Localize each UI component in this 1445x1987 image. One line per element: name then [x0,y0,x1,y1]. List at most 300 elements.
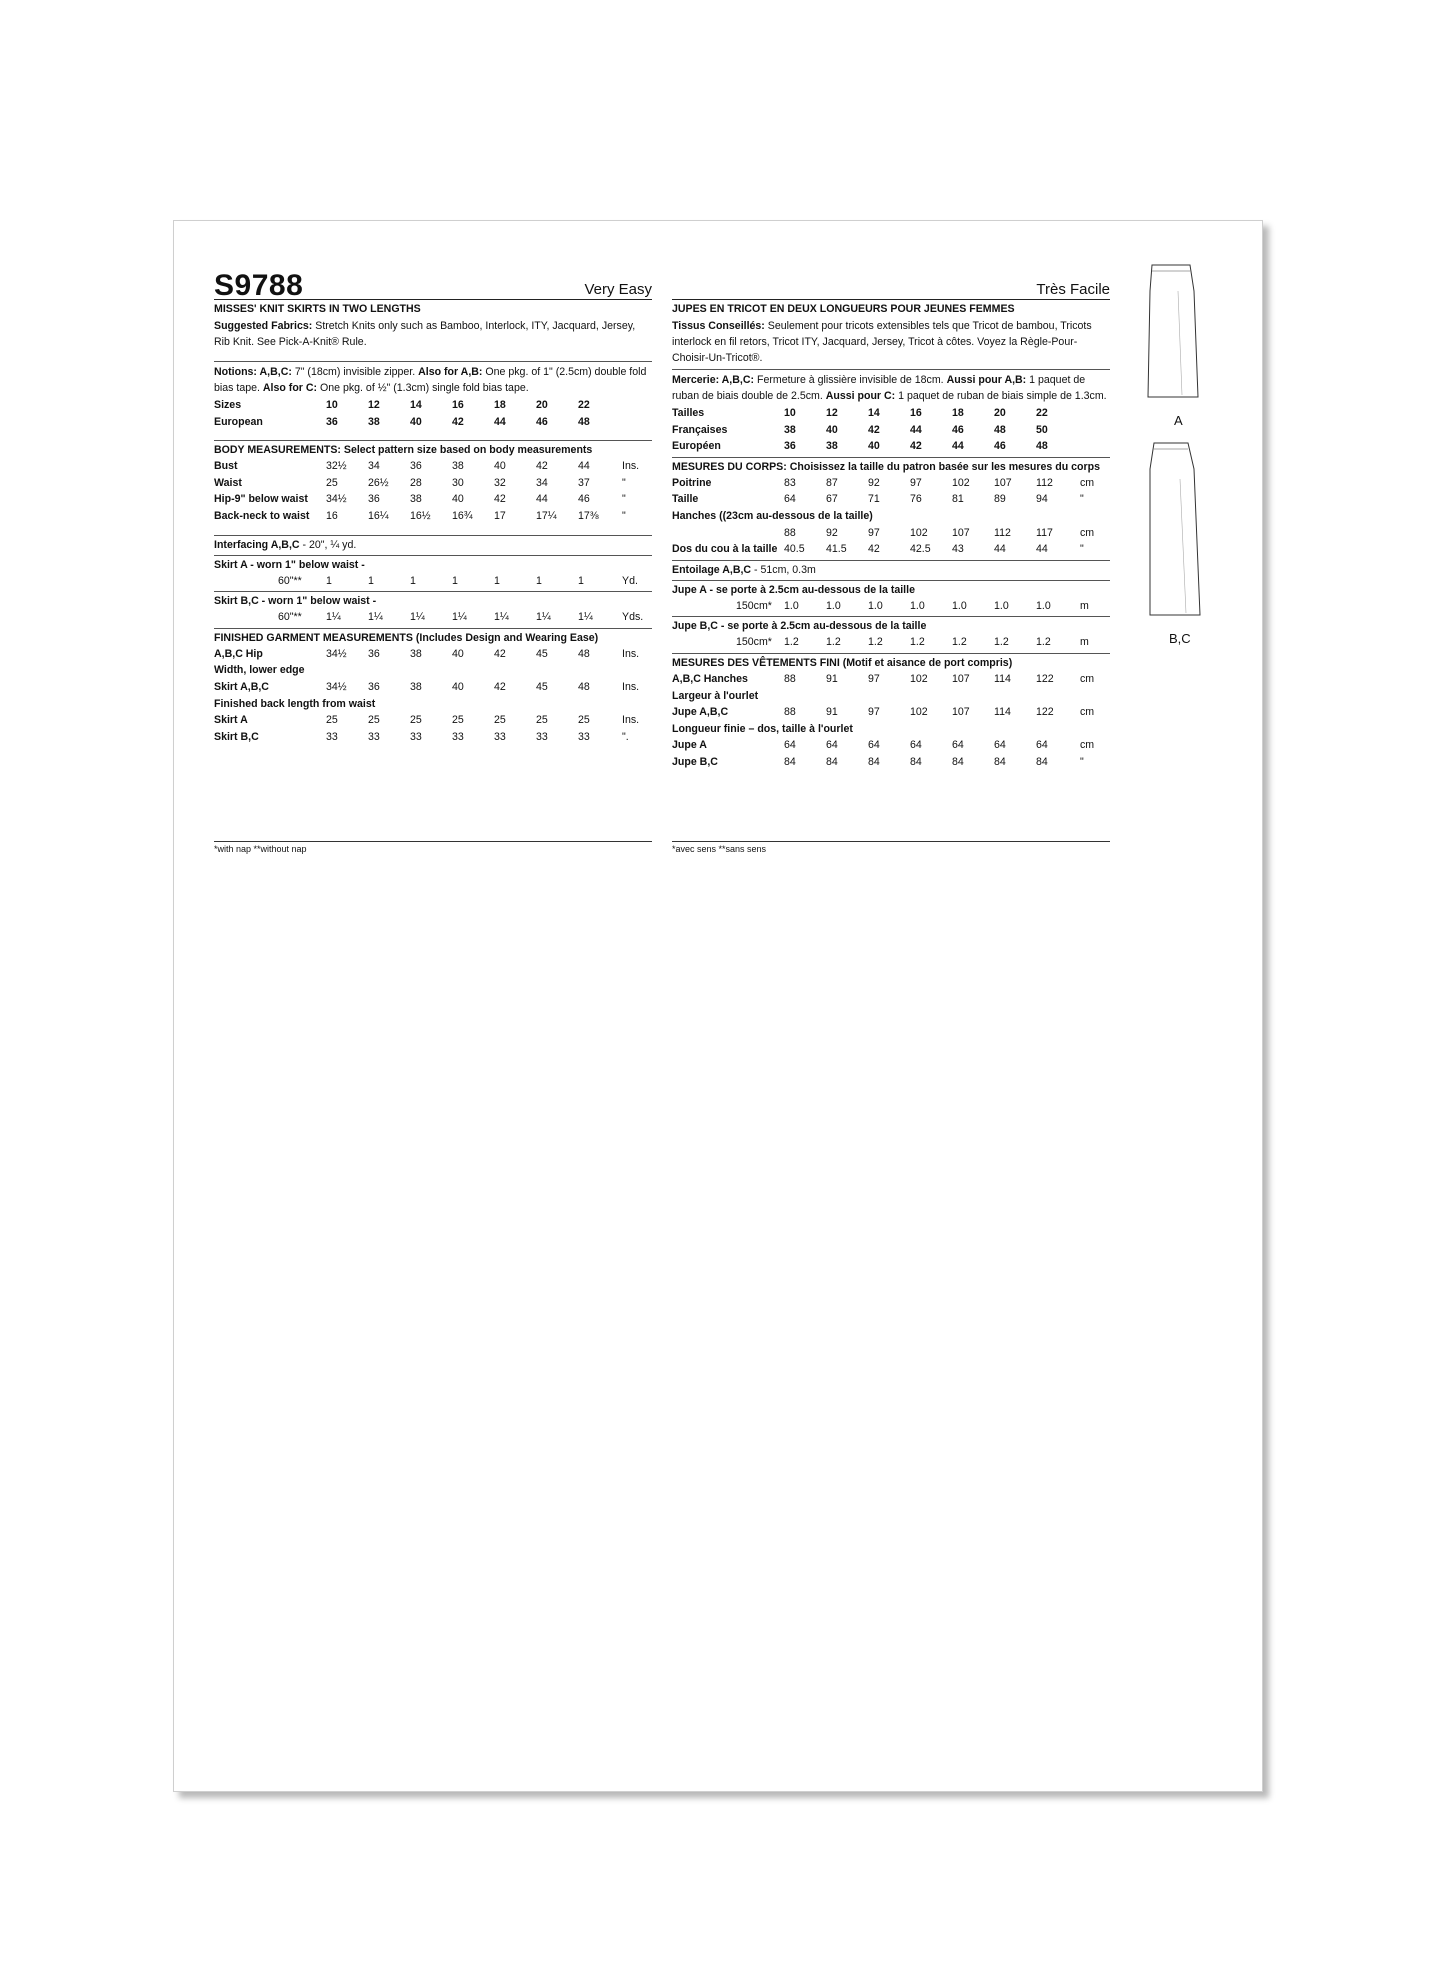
cell-value: 33 [326,730,338,743]
cell-value: 42.5 [910,543,931,556]
cell-value: 12 [368,399,380,411]
cell-value: 38 [368,415,380,428]
skirt-a-yardage-fr [672,581,1110,618]
cell-value: 34½ [326,680,347,693]
cell-value: 45 [536,680,548,693]
cell-value: 1 [536,574,542,587]
row-label: Skirt B,C [214,730,259,743]
cell-value: 1.2 [868,636,883,649]
yardage-heading: Jupe A - se porte à 2.5cm au-dessous de la taille [672,583,915,596]
cell-value: 107 [952,672,970,685]
cell-value: 81 [952,493,964,506]
cell-value: 83 [784,476,796,489]
cell-value: 20 [994,407,1006,419]
cell-value: 1.0 [952,599,967,612]
cell-value: 102 [910,672,928,685]
cell-value: 18 [952,407,964,419]
cell-value: 1¼ [452,611,467,624]
row-label: Skirt A [214,714,248,727]
cell-value: 10 [784,407,796,419]
cell-value: 1¼ [410,611,425,624]
cell-value: 44 [910,423,922,436]
cell-value: 42 [494,680,506,693]
notions-text: 1 paquet de ruban de biais double de 2.5cm. [672,374,1086,402]
cell-value: 42 [868,543,880,556]
unit-label: Ins. [622,647,640,660]
table-row [214,414,652,431]
cell-value: 102 [910,526,928,539]
cell-value: 64 [952,739,964,752]
table-row [214,491,652,508]
skirt-bc-yardage-fr [672,617,1110,654]
fabrics-label-fr: Tissus Conseillés: [672,320,765,332]
unit-label: cm [1080,476,1095,489]
row-label: Jupe A,B,C [672,706,729,719]
cell-value: 48 [1036,440,1048,453]
cell-value: 97 [910,476,922,489]
row-label: Poitrine [672,476,712,489]
finished-measurements-table [214,646,652,746]
cell-value: 17¼ [536,509,557,522]
body-measurements-heading: BODY MEASUREMENTS: Select pattern size based on body measurements [214,444,593,457]
cell-value: 76 [910,493,922,506]
table-row [214,679,652,696]
row-label: Skirt A,B,C [214,680,269,693]
cell-value: 84 [994,755,1006,768]
unit-label: cm [1080,706,1095,719]
view-bc-label: B,C [1169,631,1191,646]
row-label: Jupe B,C [672,755,718,768]
cell-value: 1.2 [910,636,925,649]
row-label: Bust [214,460,238,473]
cell-value: 46 [536,415,548,428]
suggested-fabrics [214,318,652,350]
cell-value: 33 [410,730,422,743]
finished-measurements-heading-fr: MESURES DES VÊTEMENTS FINI (Motif et aisance de port compris) [672,656,1013,669]
table-row [214,662,652,679]
cell-value: 1 [410,574,416,587]
table-row [214,712,652,729]
cell-value: 97 [868,526,880,539]
interfacing-label: Interfacing A,B,C [214,538,300,551]
cell-value: 67 [826,493,838,506]
cell-value: 107 [994,476,1012,489]
cell-value: 20 [536,399,548,411]
cell-value: 36 [368,647,380,660]
cell-value: 92 [868,476,880,489]
cell-value: 33 [536,730,548,743]
interfacing-text: - 20", ¼ yd. [299,538,357,551]
cell-value: 114 [994,706,1011,719]
cell-value: 88 [784,526,796,539]
notions-label: Mercerie: A,B,C: [672,374,755,386]
cell-value: 84 [910,755,922,768]
cell-value: 25 [578,714,590,727]
interfacing-label-fr: Entoilage A,B,C [672,563,752,576]
notions-sizes-section [214,362,652,441]
pattern-title-fr: JUPES EN TRICOT EN DEUX LONGUEURS POUR JEUNES FEMMES [672,303,1015,315]
notions-sizes-section-fr [672,370,1110,458]
unit-label: cm [1080,739,1095,752]
yardage-row [214,609,652,626]
cell-value: 43 [952,543,964,556]
cell-value: 102 [910,706,928,719]
body-measurements-table-fr [672,475,1110,558]
cell-value: 1.2 [784,636,799,649]
row-label: Européen [672,440,721,453]
cell-value: 107 [952,706,970,719]
row-label: Width, lower edge [214,664,305,677]
cell-value: 38 [410,647,422,660]
cell-value: 37 [578,476,590,489]
cell-value: 1 [452,574,458,587]
cell-value: 87 [826,476,838,489]
cell-value: 10 [326,399,338,411]
cell-value: 64 [1036,739,1048,752]
row-label: Hanches ((23cm au-dessous de la taille) [672,509,873,522]
yardage-row [214,573,652,590]
cell-value: 40 [452,647,464,660]
unit-label: cm [1080,672,1095,685]
cell-value: 33 [494,730,506,743]
cell-value: 122 [1036,672,1054,685]
cell-value: 1¼ [368,611,383,624]
cell-value: 48 [578,680,590,693]
row-label: Longueur finie – dos, taille à l'ourlet [672,722,853,735]
pattern-envelope-sheet [173,220,1263,1792]
cell-value: 40 [452,680,464,693]
cell-value: 40 [494,460,506,473]
cell-value: 1.0 [868,599,883,612]
row-label: Sizes [214,399,242,411]
footnote: *with nap **without nap [214,841,652,854]
cell-value: 16 [326,509,338,522]
finished-measurements-section-fr [672,654,1110,773]
body-measurements-section [214,441,652,535]
english-header [214,261,652,300]
table-row [214,397,652,414]
body-measurements-section-fr [672,458,1110,561]
cell-value: 34 [536,476,548,489]
cell-value: 1¼ [536,611,551,624]
interfacing-section [214,536,652,556]
cell-value: 48 [578,415,590,428]
cell-value: 114 [994,672,1011,685]
pattern-title: MISSES' KNIT SKIRTS IN TWO LENGTHS [214,303,421,315]
cell-value: 25 [452,714,464,727]
cell-value: 1 [578,574,584,587]
row-label: A,B,C Hip [214,647,263,660]
unit-label: cm [1080,526,1095,539]
cell-value: 1¼ [326,611,341,624]
unit-label: Yd. [622,574,638,587]
cell-value: 44 [536,493,548,506]
cell-value: 84 [1036,755,1048,768]
view-a-label: A [1174,413,1183,428]
table-row [672,525,1110,542]
table-row [214,729,652,746]
table-row [672,541,1110,558]
cell-value: 44 [952,440,964,453]
cell-value: 1 [494,574,500,587]
row-label: Tailles [672,407,705,419]
cell-value: 25 [368,714,380,727]
cell-value: 122 [1036,706,1054,719]
french-column [672,261,1110,773]
title-fabrics-section [214,300,652,362]
cell-value: 1.0 [826,599,841,612]
row-label: Back-neck to waist [214,509,310,522]
cell-value: 25 [326,476,338,489]
table-row [672,405,1110,422]
cell-value: 84 [826,755,838,768]
cell-value: 25 [536,714,548,727]
finished-measurements-section [214,629,652,748]
cell-value: 26½ [368,476,389,489]
cell-value: 38 [784,423,796,436]
row-label: European [214,415,263,428]
cell-value: 44 [1036,543,1048,556]
cell-value: 32½ [326,460,347,473]
cell-value: 36 [368,680,380,693]
table-row [672,754,1110,771]
cell-value: 1.0 [994,599,1009,612]
table-row [672,704,1110,721]
cell-value: 34 [368,460,380,473]
cell-value: 102 [952,476,970,489]
cell-value: 30 [452,476,464,489]
unit-label: m [1080,636,1089,649]
cell-value: 84 [952,755,964,768]
unit-label: Yds. [622,611,644,624]
unit-label: Ins. [622,460,640,473]
cell-value: 1.2 [1036,636,1051,649]
cell-value: 42 [494,647,506,660]
skirt-a-yardage [214,556,652,593]
table-row [214,646,652,663]
unit-label: " [622,476,626,489]
cell-value: 44 [578,460,590,473]
row-label: Hip-9" below waist [214,493,308,506]
cell-value: 1.2 [952,636,967,649]
unit-label: " [1080,493,1084,506]
cell-value: 14 [410,399,422,411]
notions-label: Aussi pour C: [825,390,896,402]
cell-value: 64 [910,739,922,752]
unit-label: m [1080,599,1089,612]
table-row [672,491,1110,508]
row-label: Taille [672,493,699,506]
body-measurements-heading-fr: MESURES DU CORPS: Choisissez la taille du patron basée sur les mesures du corps [672,460,1100,473]
difficulty-label-fr: Très Facile [1036,281,1110,298]
yardage-heading: Skirt B,C - worn 1" below waist - [214,595,377,608]
cell-value: 33 [452,730,464,743]
table-row [214,696,652,713]
cell-value: 14 [868,407,880,419]
row-label: Finished back length from waist [214,697,376,710]
cell-value: 36 [410,460,422,473]
table-row [672,422,1110,439]
table-row [672,438,1110,455]
cell-value: 34½ [326,647,347,660]
suggested-fabrics-fr [672,318,1110,366]
cell-value: 1 [368,574,374,587]
cell-value: 18 [494,399,506,411]
fabrics-text: Stretch Knits only such as Bamboo, Interlock, ITY, Jacquard, Jersey, Rib Knit. See Pick-A-Knit® Rule. [214,320,636,348]
cell-value: 64 [784,493,796,506]
table-row [214,475,652,492]
cell-value: 64 [784,739,796,752]
cell-value: 22 [1036,407,1048,419]
fabric-width: 60"** [278,611,302,624]
notions-label: Notions: A,B,C: [214,366,292,378]
table-row [672,671,1110,688]
cell-value: 97 [868,672,880,685]
cell-value: 88 [784,672,796,685]
cell-value: 36 [784,440,796,453]
cell-value: 46 [578,493,590,506]
cell-value: 40 [410,415,422,428]
cell-value: 64 [826,739,838,752]
interfacing-text-fr: - 51cm, 0.3m [751,563,816,576]
cell-value: 17⅜ [578,509,599,522]
title-fabrics-section-fr [672,300,1110,370]
skirt-a-drawing [1142,261,1214,411]
notions-label: Also for A,B: [418,366,483,378]
french-header [672,261,1110,300]
cell-value: 117 [1036,526,1053,539]
unit-label: ". [622,730,629,743]
cell-value: 36 [326,415,338,428]
cell-value: 40 [868,440,880,453]
cell-value: 22 [578,399,590,411]
table-row [672,688,1110,705]
notions-text: 1 paquet de ruban de biais simple de 1.3cm. [895,390,1107,402]
unit-label: " [622,509,626,522]
row-label: A,B,C Hanches [672,672,748,685]
cell-value: 25 [326,714,338,727]
cell-value: 48 [578,647,590,660]
notions [214,364,652,396]
cell-value: 112 [994,526,1011,539]
cell-value: 44 [494,415,506,428]
cell-value: 38 [826,440,838,453]
unit-label: " [1080,543,1084,556]
interfacing [214,537,652,553]
cell-value: 97 [868,706,880,719]
finished-measurements-heading: FINISHED GARMENT MEASUREMENTS (Includes Design and Wearing Ease) [214,631,599,644]
row-label: Largeur à l'ourlet [672,689,759,702]
cell-value: 88 [784,706,796,719]
yardage-row [672,634,1110,651]
cell-value: 33 [578,730,590,743]
cell-value: 38 [410,493,422,506]
cell-value: 107 [952,526,970,539]
cell-value: 40.5 [784,543,805,556]
notions-label: Also for C: [262,382,318,394]
cell-value: 64 [868,739,880,752]
cell-value: 1.0 [784,599,799,612]
skirt-bc-drawing [1142,439,1214,629]
difficulty-label: Very Easy [584,281,652,298]
row-label: Dos du cou à la taille [672,543,778,556]
cell-value: 36 [368,493,380,506]
notions-text: One pkg. of ½" (1.3cm) single fold bias tape. [317,382,529,394]
skirt-bc-yardage [214,592,652,629]
table-row [672,721,1110,738]
cell-value: 38 [410,680,422,693]
cell-value: 84 [784,755,796,768]
cell-value: 16½ [410,509,431,522]
cell-value: 112 [1036,476,1053,489]
notions-label: Aussi pour A,B: [946,374,1027,386]
cell-value: 50 [1036,423,1048,436]
fabrics-text-fr: Seulement pour tricots extensibles tels que Tricot de bambou, Tricots interlock en fil retors, Tricot ITY, Jacquard, Jersey, Tricot à côtes. Voyez la Règle-Pour-Choisir-Un-Tricot®. [672,320,1092,364]
cell-value: 46 [952,423,964,436]
cell-value: 44 [994,543,1006,556]
cell-value: 1.2 [994,636,1009,649]
cell-value: 38 [452,460,464,473]
cell-value: 42 [536,460,548,473]
yardage-heading: Jupe B,C - se porte à 2.5cm au-dessous de la taille [672,620,927,633]
fabric-width: 60"** [278,574,302,587]
interfacing-section-fr [672,561,1110,581]
row-label: Jupe A [672,739,707,752]
table-row [672,508,1110,525]
fabric-width: 150cm* [736,599,772,612]
cell-value: 46 [994,440,1006,453]
finished-measurements-table-fr [672,671,1110,771]
cell-value: 16 [910,407,922,419]
unit-label: " [1080,755,1084,768]
cell-value: 71 [868,493,880,506]
yardage-heading: Skirt A - worn 1" below waist - [214,558,365,571]
cell-value: 12 [826,407,838,419]
notions-text: 7" (18cm) invisible zipper. [291,366,419,378]
cell-value: 32 [494,476,506,489]
notions-fr [672,372,1110,404]
cell-value: 92 [826,526,838,539]
interfacing-fr [672,562,1110,578]
cell-value: 40 [826,423,838,436]
cell-value: 40 [452,493,464,506]
notions-text: Fermeture à glissière invisible de 18cm. [754,374,947,386]
cell-value: 48 [994,423,1006,436]
cell-value: 1¼ [578,611,593,624]
footnote-fr: *avec sens **sans sens [672,841,1110,854]
unit-label: Ins. [622,714,640,727]
cell-value: 1.0 [910,599,925,612]
notions-text: One pkg. of 1" (2.5cm) double fold bias tape. [214,366,647,394]
table-row [672,475,1110,492]
cell-value: 45 [536,647,548,660]
cell-value: 42 [494,493,506,506]
yardage-row [672,598,1110,615]
cell-value: 42 [452,415,464,428]
cell-value: 64 [994,739,1006,752]
cell-value: 33 [368,730,380,743]
table-row [214,508,652,525]
cell-value: 1¼ [494,611,509,624]
table-row [672,737,1110,754]
cell-value: 91 [826,706,838,719]
cell-value: 25 [410,714,422,727]
cell-value: 42 [868,423,880,436]
row-label: Françaises [672,423,728,436]
pattern-number: S9788 [214,269,304,302]
cell-value: 16¼ [368,509,389,522]
table-row [214,458,652,475]
